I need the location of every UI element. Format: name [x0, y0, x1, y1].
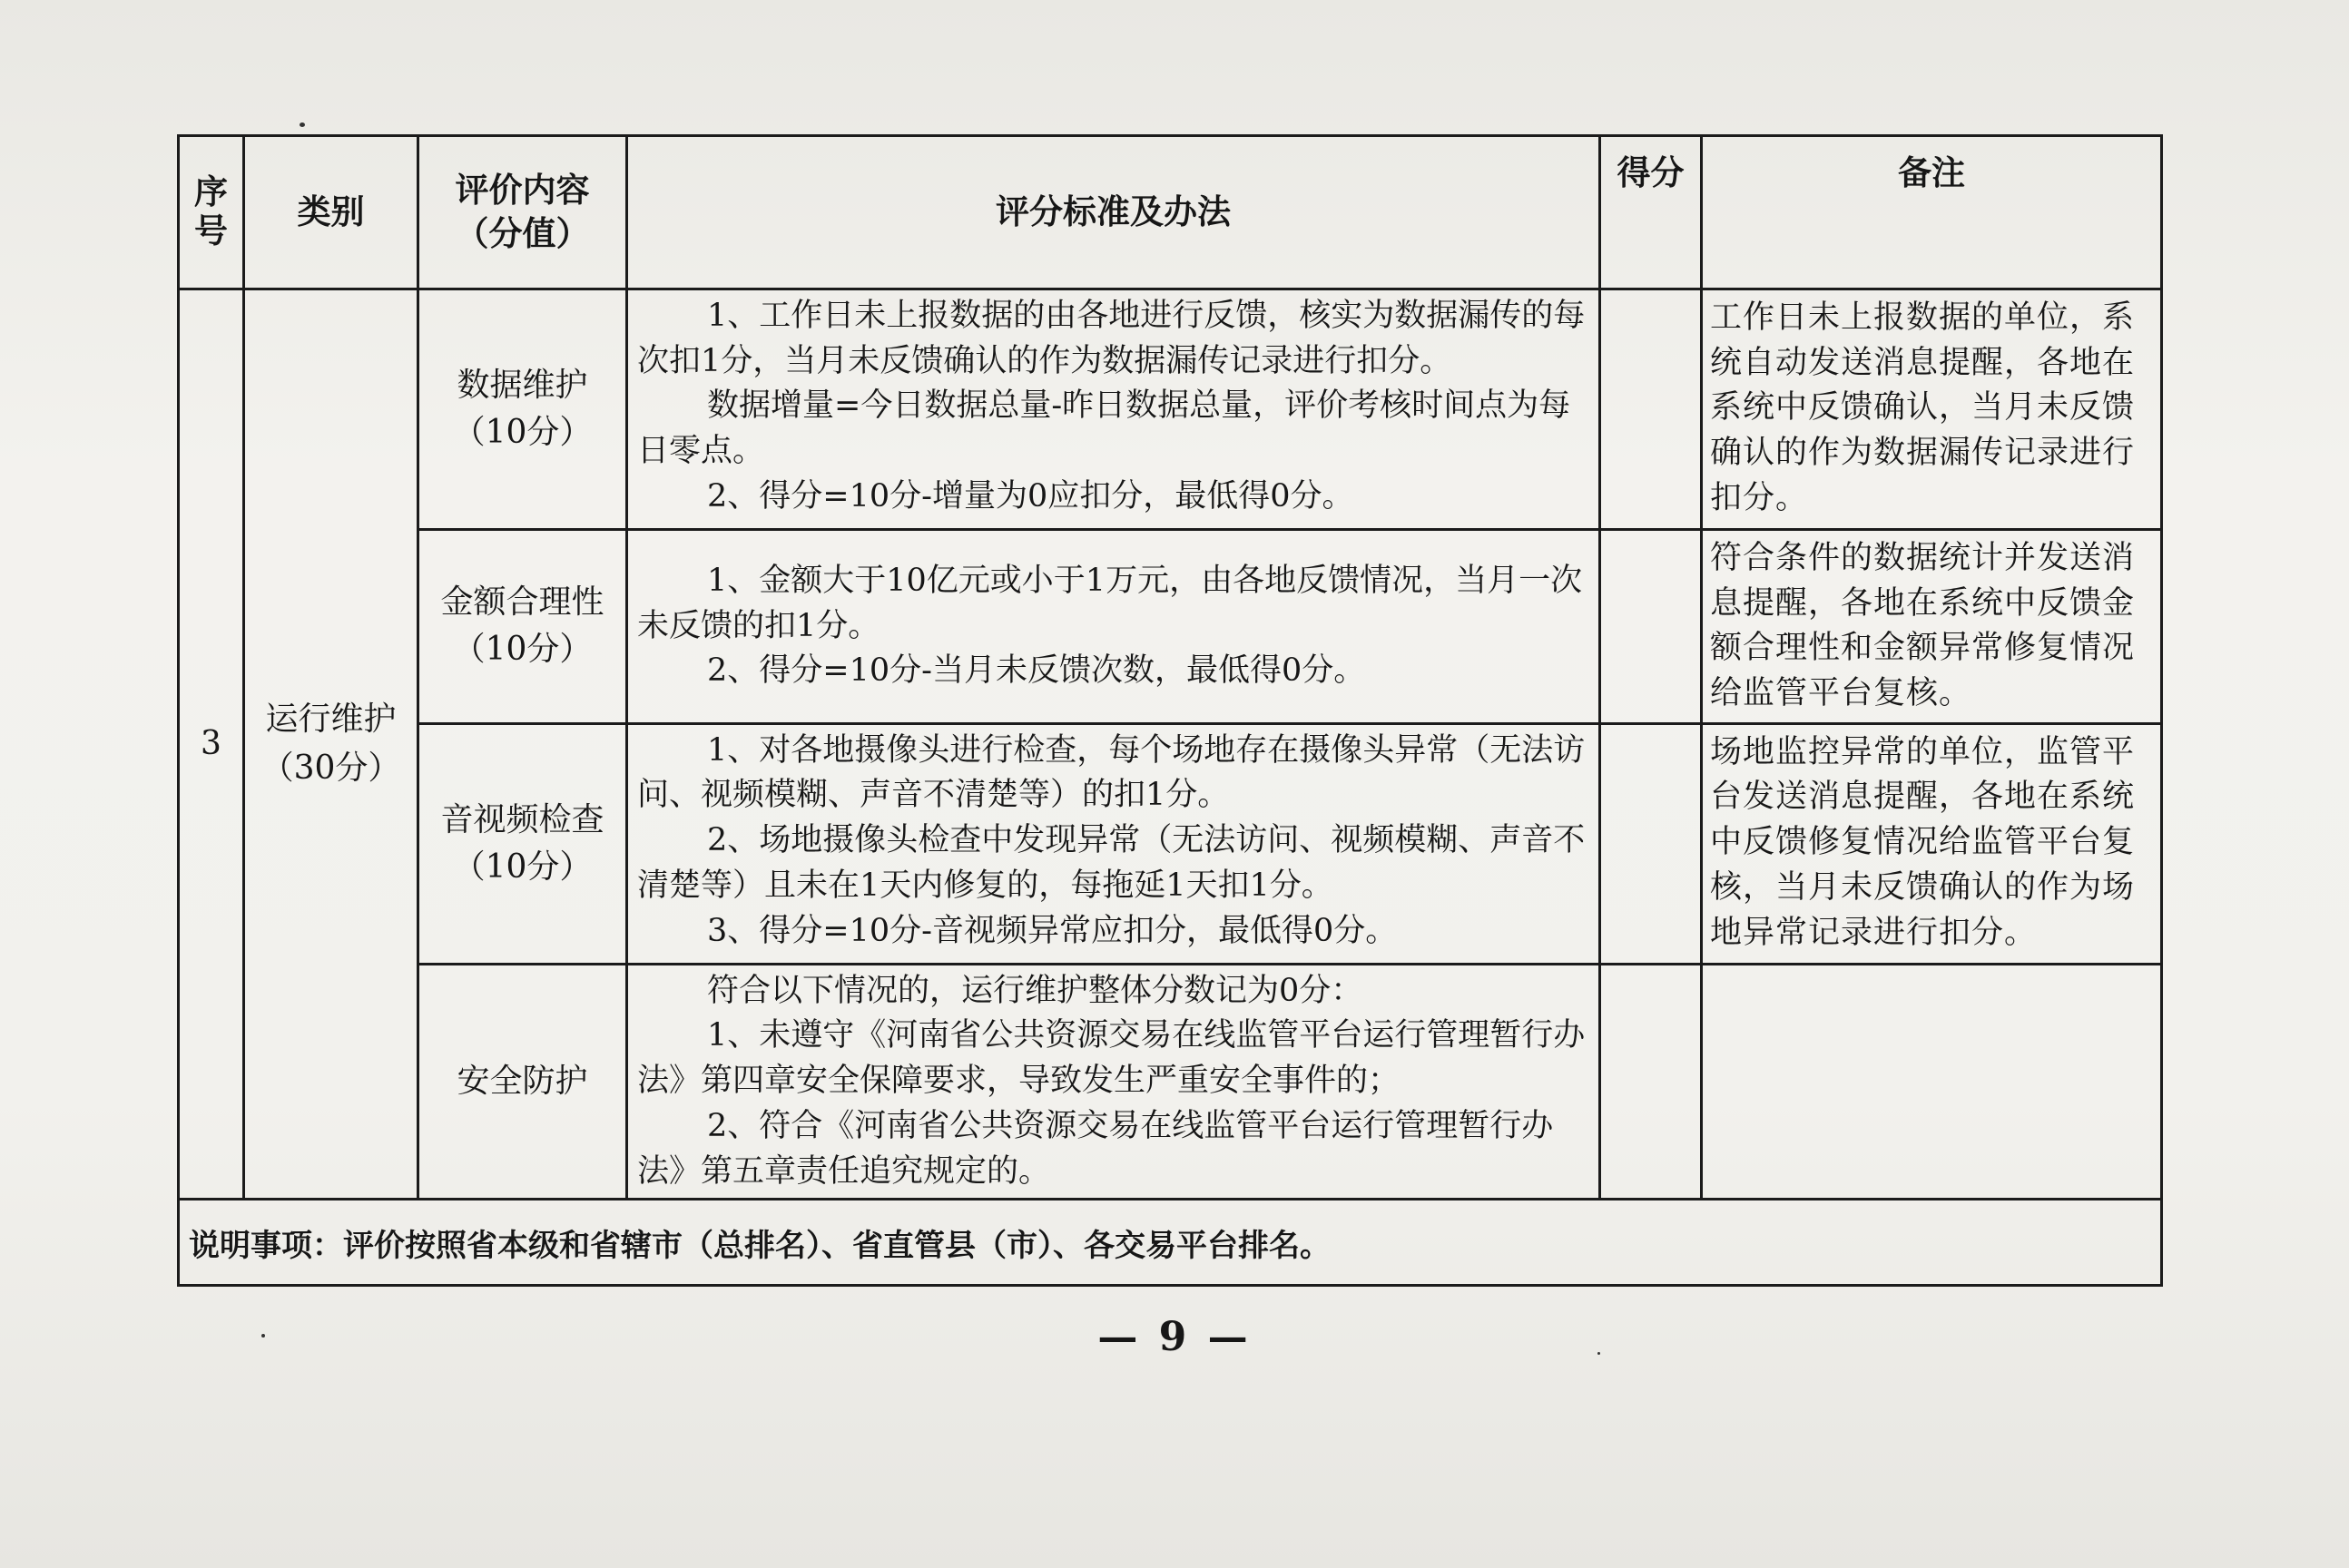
header-content [418, 136, 627, 289]
table-row [179, 964, 2162, 1199]
row-score [1600, 530, 1702, 724]
header-content-points: （分值） [455, 214, 590, 253]
row-criteria [627, 289, 1600, 530]
row-score [1600, 289, 1702, 530]
row-content-points: （10分） [452, 414, 593, 451]
row-remark [1702, 964, 2162, 1199]
row-score [1600, 723, 1702, 964]
row-content [418, 530, 627, 724]
group-seq: 3 [179, 289, 244, 1200]
row-score [1600, 964, 1702, 1199]
header-category: 类别 [244, 136, 418, 289]
row-criteria [627, 530, 1600, 724]
header-criteria: 评分标准及办法 [627, 136, 1600, 289]
row-remark: 场地监控异常的单位，监管平台发送消息提醒，各地在系统中反馈修复情况给监管平台复核，当月未反馈确认的作为场地异常记录进行扣分。 [1702, 723, 2162, 964]
row-remark: 工作日未上报数据的单位，系统自动发送消息提醒，各地在系统中反馈确认，当月未反馈确认的作为数据漏传记录进行扣分。 [1702, 289, 2162, 530]
header-seq: 序号 [179, 136, 244, 289]
criteria-line: 2、场地摄像头检查中发现异常（无法访问、视频模糊、声音不清楚等）且未在1天内修复的，每拖延1天扣1分。 [637, 822, 1586, 904]
row-content [418, 289, 627, 530]
header-score: 得分 [1600, 136, 1702, 289]
row-content-label: 音视频检查 [440, 800, 604, 838]
paper-speck [261, 1334, 265, 1338]
criteria-line: 2、符合《河南省公共资源交易在线监管平台运行管理暂行办法》第五章责任追究规定的。 [637, 1107, 1554, 1190]
row-criteria [627, 723, 1600, 964]
criteria-line: 3、得分=10分-音视频异常应扣分，最低得0分。 [707, 912, 1398, 949]
criteria-line: 2、得分=10分-当月未反馈次数，最低得0分。 [707, 652, 1366, 690]
paper-speck [300, 122, 305, 127]
group-category [244, 289, 418, 1200]
row-content [418, 964, 627, 1199]
group-category-points: （30分） [260, 750, 401, 788]
row-content-points: （10分） [452, 631, 593, 669]
note-row [179, 1200, 2162, 1286]
page-number: — 9 — [1097, 1314, 1252, 1360]
row-content-label: 金额合理性 [440, 583, 604, 622]
criteria-line: 1、对各地摄像头进行检查，每个场地存在摄像头异常（无法访问、视频模糊、声音不清楚等）的扣1分。 [637, 731, 1586, 814]
paper-speck [1597, 1352, 1600, 1355]
criteria-line: 1、金额大于10亿元或小于1万元，由各地反馈情况，当月一次未反馈的扣1分。 [637, 562, 1583, 644]
row-content [418, 723, 627, 964]
header-content-label: 评价内容 [455, 170, 590, 210]
criteria-line: 符合以下情况的，运行维护整体分数记为0分： [707, 972, 1363, 1009]
criteria-line: 1、工作日未上报数据的由各地进行反馈，核实为数据漏传的每次扣1分，当月未反馈确认的作为数据漏传记录进行扣分。 [637, 298, 1586, 379]
table-row [179, 289, 2162, 530]
row-content-label: 安全防护 [457, 1062, 588, 1100]
row-content-points: （10分） [452, 848, 593, 886]
row-criteria [627, 964, 1600, 1199]
evaluation-table [177, 134, 2163, 1287]
table-header-row [179, 136, 2162, 289]
group-category-label: 运行维护 [265, 701, 397, 739]
row-content-label: 数据维护 [457, 366, 588, 404]
table-row [179, 530, 2162, 724]
table-note: 说明事项：评价按照省本级和省辖市（总排名）、省直管县（市）、各交易平台排名。 [179, 1200, 2162, 1286]
criteria-line: 数据增量=今日数据总量-昨日数据总量，评价考核时间点为每日零点。 [637, 387, 1571, 470]
criteria-line: 1、未遵守《河南省公共资源交易在线监管平台运行管理暂行办法》第四章安全保障要求，导致发生严重安全事件的； [637, 1017, 1586, 1100]
row-remark: 符合条件的数据统计并发送消息提醒，各地在系统中反馈金额合理性和金额异常修复情况给监管平台复核。 [1702, 530, 2162, 724]
criteria-line: 2、得分=10分-增量为0应扣分，最低得0分。 [707, 477, 1354, 514]
table-row [179, 723, 2162, 964]
header-remarks: 备注 [1702, 136, 2162, 289]
